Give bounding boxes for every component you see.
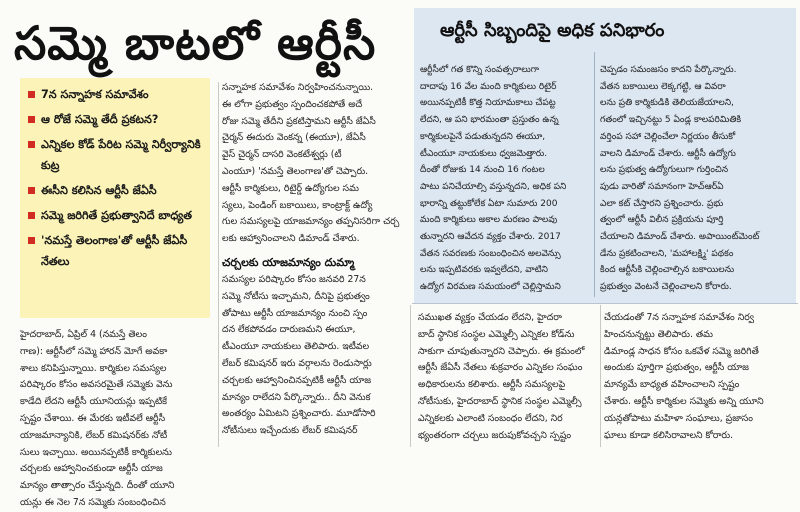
body-line: యన్లతోపాటు మహిళా సంఘాలు, ప్రజాసం — [604, 412, 753, 424]
bullet-icon — [28, 187, 35, 194]
highlights-box — [20, 78, 210, 318]
body-line: చర్చలకు ఆహ్వానించకుండా ఆర్టీసీ యాజ — [20, 463, 163, 475]
body-line: తున్నారని ఆవేదన వ్యక్తం చేశారు. 2017 — [420, 232, 561, 243]
body-line: సన్నాహక సమావేశం నిర్వహించనున్నాయి. — [222, 82, 374, 93]
body-line: టీఎంయూ నాయకులు తెలిపారు. ఇటీవల — [222, 341, 370, 353]
sidebar-bottom-rule — [412, 303, 798, 304]
body-line: హైదరాబాద్, ఏప్రిల్ 4 (నమస్తే తెలం — [20, 329, 147, 340]
body-line: త్వంలో ఆర్టీసీ విలీన ప్రక్రియను పూర్తి — [600, 215, 724, 226]
body-line: నోటీసుకు, హైదరాబాద్ స్థానిక సంస్థల ఎమ్మెల్సీ — [418, 395, 582, 407]
body-line: ఎంయూ) 'నమస్తే తెలంగాణ'తో చెప్పారు. — [222, 165, 369, 177]
body-line: ఉద్యోగ విరమణ సమయంలో చెల్లిస్తామని — [420, 282, 561, 293]
body-line: కార్మికులపైనే పడుతున్నదని ఈయూ, — [420, 131, 546, 142]
body-line: వాలని డిమాండ్ చేశారు. ఆర్టీసీ ఉద్యోగు — [600, 148, 736, 159]
body-line: స్యలు, పెండింగ్ బకాయిలు, కాంట్రాక్ట్ ఉద్యో — [222, 199, 373, 211]
body-line: మాన్యమే బాధ్యత వహించాలని స్పష్టం — [604, 379, 740, 391]
bullet-icon — [28, 141, 35, 148]
body-line: చైర్మన్ ఈదురు వెంకన్న (ఈయూ), జేఏసీ — [222, 132, 366, 144]
highlight-item: 'నమస్తే తెలంగాణ'తో ఆర్టీసీ జేఏసీ నేతలు — [28, 230, 204, 272]
body-line: ఈ లోగా ప్రభుత్వం స్పందించకపోతే అదే — [222, 98, 363, 110]
body-line: గతంలో ఇచ్చినట్టు 5 ఏండ్ల కాలపరిమితికి — [600, 115, 742, 126]
body-line: సులు ఇచ్చాయి. అయినప్పటికీ కార్మికులను — [20, 446, 172, 458]
highlight-item: ఆ రోజే సమ్మె తేదీ ప్రకటన? — [28, 109, 204, 130]
article-column-1 — [20, 327, 216, 508]
body-line: భ్యంతరంగా చర్చలు జరుపుకోవచ్చని స్పష్టం — [418, 429, 572, 441]
body-line: టీఎంయూ నాయకులు ధ్వజమెత్తారు. — [420, 148, 548, 159]
body-line: అధికారులను కలిశారు. ఆర్టీసీ సమస్యలపై — [418, 379, 566, 391]
body-line: డేను ప్రకటించాలని, 'మహాలక్ష్మి' పథకం — [600, 248, 734, 259]
sidebar-title: ఆర్టీసీ సిబ్బందిపై అధిక పనిభారం — [440, 20, 665, 41]
body-line: యాజమాన్యానికి, లేబర్ కమిషనర్‌కు నోటీ — [20, 429, 168, 441]
body-line: హించనున్నట్టు తెలిపారు. తమ — [604, 328, 714, 340]
body-line: భారాన్ని తట్టుకోలేక ఏటా సుమారు 200 — [420, 198, 558, 209]
article-column-4 — [604, 310, 796, 448]
section-subhead: చర్చలకు యాజమాన్యం దుమ్మా — [222, 255, 355, 269]
sidebar-column-right — [600, 62, 792, 302]
body-line: సమస్యల పరిష్కారం కోసం జనవరి 27న — [222, 273, 366, 285]
body-line: లను ఇప్పటివరకు ఇవ్వలేదని, వాటిని — [420, 265, 548, 276]
body-line: బాద్ స్థానిక సంస్థల ఎమ్మెల్సీ ఎన్నికల కోడ్‌ను — [418, 328, 575, 340]
body-line: సాకుగా చూపుతున్నారని చెప్పారు. ఈ క్రమంలో — [418, 345, 585, 357]
body-line: గాణ): ఆర్టీసీలో సమ్మె హారన్ మోగే అవకా — [20, 345, 168, 357]
body-line: ఆర్టీసీ కార్మికులు, రిటైర్డ్ ఉద్యోగుల సమ — [222, 182, 359, 194]
body-line: వైస్ చైర్మన్ దాసరి వెంకటేశ్వర్లు (టీ — [222, 149, 342, 161]
sidebar-divider — [594, 52, 595, 297]
body-line: వేతన బకాయిలు లెక్కగట్టి, ఆ వివరా — [600, 81, 726, 92]
body-line: వర్తింప సహా చెల్లించేలా నిర్ణయం తీసుకో — [600, 131, 736, 142]
body-line: ఘాలు కూడా కలిసిరావాలని కోరారు. — [604, 429, 734, 441]
body-line: ప్రభుత్వం వెంటనే చెల్లించాలని కోరారు. — [600, 282, 732, 293]
body-line: చర్చలకు ఆహ్వానించినప్పటికీ ఆర్టీసీ యాజ — [222, 374, 372, 386]
body-line: దాదాపు 16 వేల మంది కార్మికులు రిటైర్ — [420, 81, 557, 92]
body-line: ఎన్నికలకు ఎలాంటి సంబంధం లేదని, నిర — [418, 412, 563, 424]
column-divider — [410, 305, 411, 447]
highlight-item: ఎన్నికల కోడ్ పేరిట సమ్మె నిర్వీర్యానికి కుట్ర — [28, 134, 204, 176]
body-line: అయినప్పటికీ కొత్త నియామకాలు చేపట్ట — [420, 98, 556, 109]
body-line: ఎలా కట్ చేస్తారని ప్రశ్నించారు. ప్రభు — [600, 198, 724, 209]
body-line: దన లేకపోవడం దారుణమని ఈయూ, — [222, 324, 356, 336]
body-line: దీంతో రోజుకు 14 నుంచి 16 గంటల — [420, 165, 545, 176]
column-divider — [218, 82, 219, 447]
body-line: నోటీసులు ఇచ్చేందుకు లేబర్ కమిషనర్ — [222, 425, 358, 437]
body-line: అందుకు పూర్తిగా ప్రభుత్వం, ఆర్టీసీ యాజ — [604, 362, 749, 374]
body-line: చెప్పడం సమంజసం కాదని పేర్కొన్నారు. — [600, 65, 737, 75]
body-line: యన్లు ఈ నెల 7న సమ్మెకు సంబంధించిన — [20, 496, 166, 508]
body-line: లేదని, ఆ పని భారమంతా ప్రస్తుతం ఉన్న — [420, 115, 559, 126]
body-line: వేతన సవరణకు సంబంధించిన అలవెన్సు — [420, 248, 561, 259]
body-line: ఆర్టీసీలో గత కొన్ని సంవత్సరాలుగా — [420, 65, 540, 75]
body-line: పరిష్కారం కోసం అవసరమైతే సమ్మెకు వెను — [20, 379, 173, 391]
article-column-2 — [222, 80, 410, 450]
body-line: లను ప్రతి కార్మికుడికి తెలియజేయాలని, — [600, 98, 734, 109]
body-line: శాలు కనిపిస్తున్నాయి. కార్మికుల సమస్యల — [20, 362, 167, 374]
bullet-icon — [28, 237, 35, 244]
body-line: కింద ఆర్టీసీకి చెల్లించాల్సిన బకాయిలను — [600, 265, 735, 276]
body-line: అంతర్యం ఏమిటని ప్రశ్నించారు. మూడోసారి — [222, 408, 376, 420]
column-divider — [600, 305, 601, 447]
body-line: మాన్యం రాలేదని పేర్కొన్నారు.. దీని వెనుక — [222, 391, 371, 403]
body-line: ఆర్టీసీ జేఏసీ నేతలు శుక్రవారం ఎన్నికల సంఘం — [418, 362, 583, 374]
body-line: పుడు వారితో సమానంగా హెచ్‌ఆర్‌ఏ — [600, 181, 724, 192]
body-line: లను ప్రభుత్వ ఉద్యోగులుగా గుర్తించిన — [600, 165, 729, 176]
body-line: సముఖత వ్యక్తం చేయడం లేదని, హైదరా — [418, 312, 562, 323]
bullet-icon — [28, 116, 35, 123]
body-line: కాడేది లేదని ఆర్టీసీ యూనియన్లు ఇప్పటికే — [20, 396, 167, 408]
body-line: తోపాటు ఆర్టీసీ యాజమాన్యం నుంచి స్పం — [222, 307, 368, 319]
body-line: చేయాలని డిమాండ్ చేశారు. అపాయింట్‌మెంట్ — [600, 232, 760, 243]
body-line: సమ్మె నోటీసు ఇచ్చామని, దీనిపై ప్రభుత్వం — [222, 290, 370, 302]
body-line: లేబర్ కమిషనర్ ఇరు వర్గాలను రెండుసార్లు — [222, 357, 372, 369]
body-line: డిమాండ్ల సాధన కోసం ఒకవేళ సమ్మె జరిగితే — [604, 345, 759, 357]
sidebar-column-left — [420, 62, 592, 302]
body-line: పాటు పనిచేయాల్సి వస్తున్నదని, అధిక పని — [420, 181, 567, 192]
body-line: రోజు సమ్మె తేదీని ప్రకటిస్తామని ఆర్టీసీ జేఏసీ — [222, 115, 376, 127]
body-line: స్పష్టం చేశాయి. ఈ మేరకు ఇటీవలే ఆర్టీసీ — [20, 412, 166, 424]
bullet-icon — [28, 212, 35, 219]
highlight-item: 7న సన్నాహక సమావేశం — [28, 84, 204, 105]
body-line: చేశారు. ఆర్టీసీ కార్మికుల సమ్మెకు అన్ని యూని — [604, 395, 764, 407]
article-column-3 — [418, 310, 598, 448]
body-line: గుల సమస్యలపై యాజమాన్యం తప్పనిసరిగా చర్చ — [222, 216, 400, 228]
body-line: చేయడంతో 7న సన్నాహక సమావేశం నిర్వ — [604, 312, 755, 323]
bullet-icon — [28, 91, 35, 98]
highlight-item: సమ్మె జరిగితే ప్రభుత్వానిదే బాధ్యత — [28, 205, 204, 226]
body-line: మంది కార్మికులు అకాల మరణం పాలవు — [420, 215, 558, 226]
highlight-item: ఈసీని కలిసిన ఆర్టీసీ జేఏసీ — [28, 180, 204, 201]
headline: సమ్మె బాటలో ఆర్టీసీ — [14, 16, 377, 70]
body-line: మాన్యం తాత్సారం చేస్తున్నది. దీంతో యూని — [20, 480, 175, 492]
body-line: లకు ఆహ్వానించాలని డిమాండ్ చేశారు. — [222, 233, 360, 245]
